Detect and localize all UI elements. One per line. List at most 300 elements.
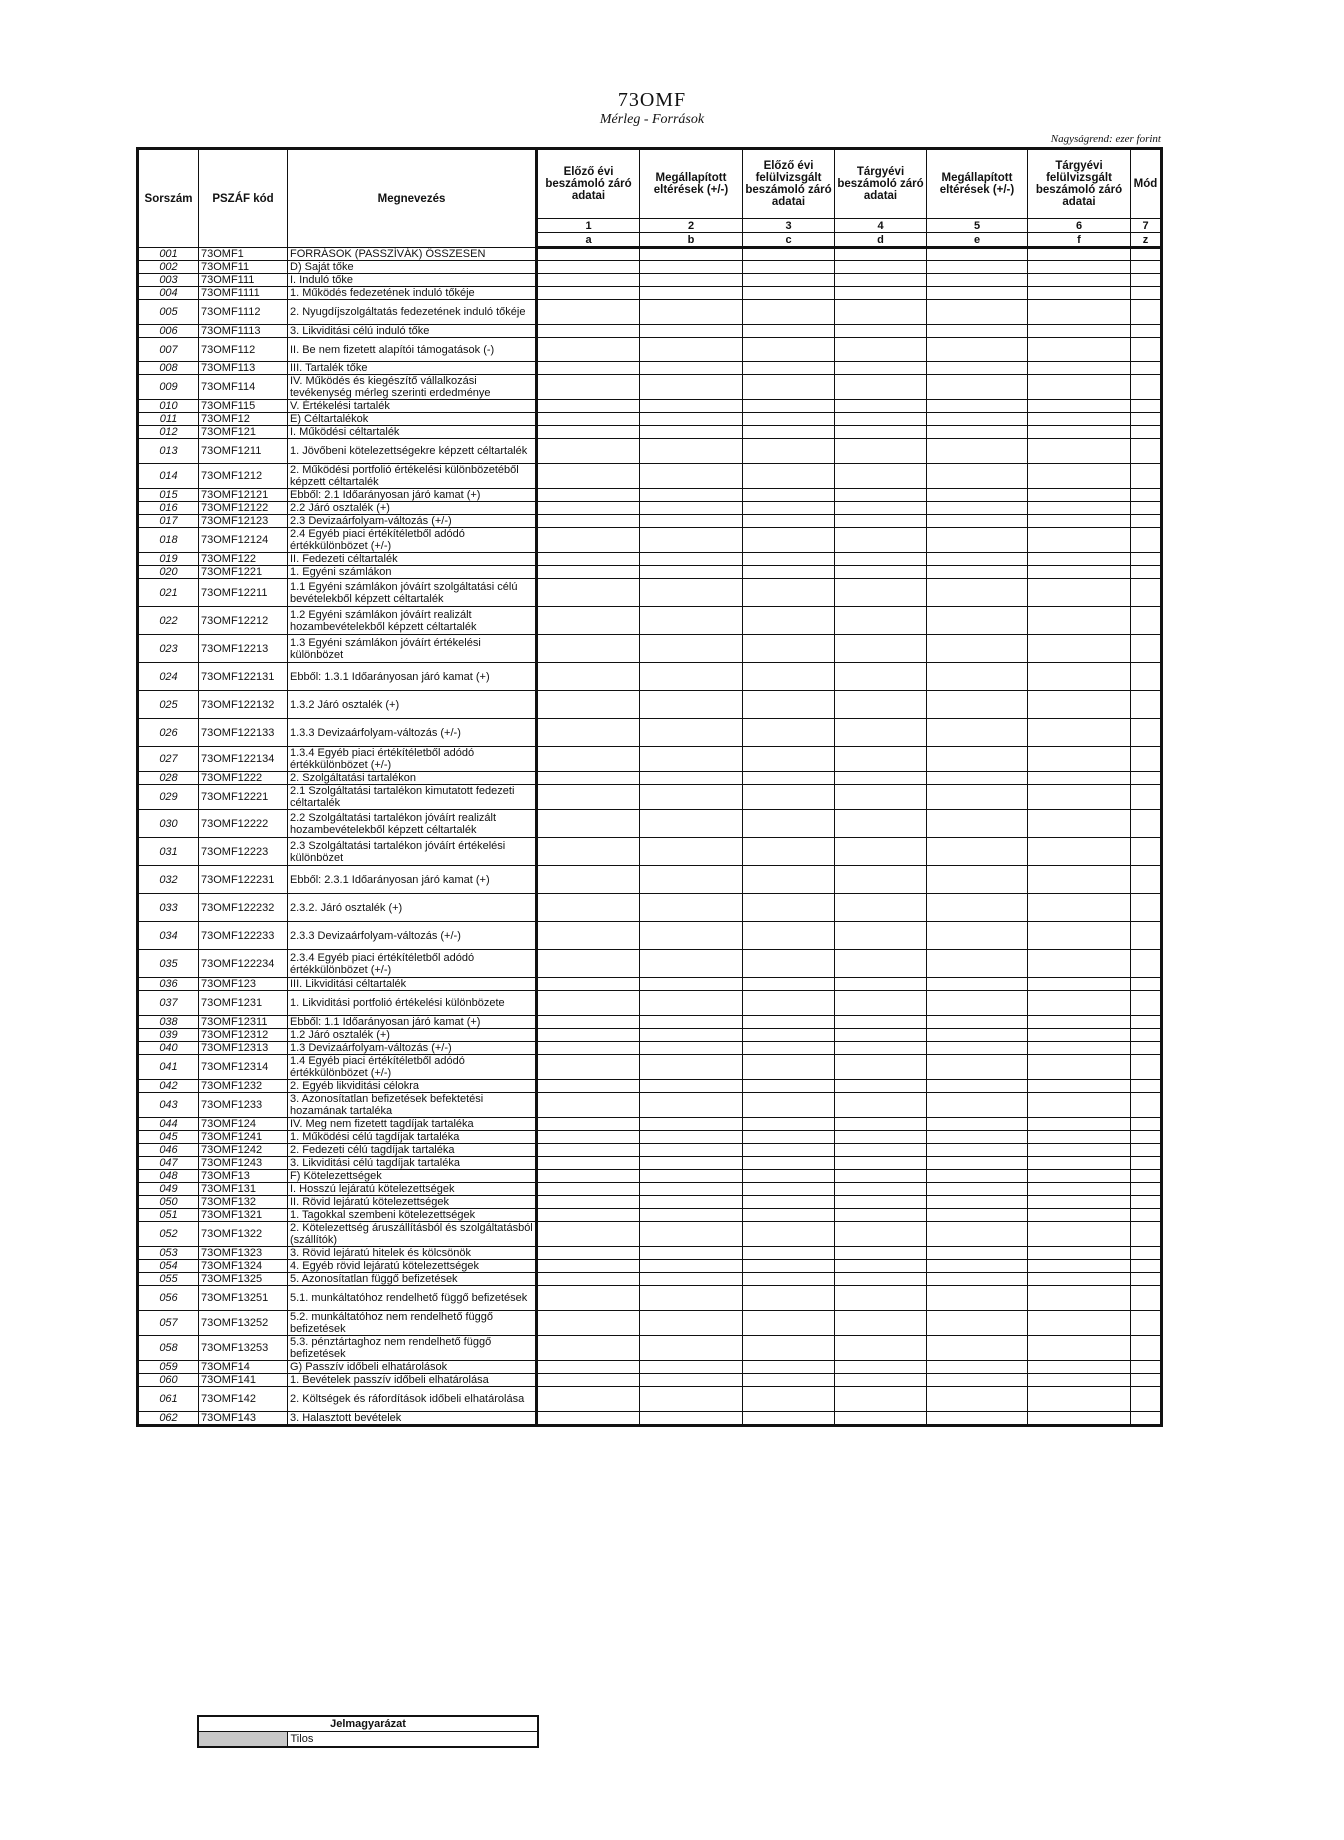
value-cell-6[interactable] — [1028, 991, 1131, 1016]
value-cell-3[interactable] — [743, 1093, 835, 1118]
value-cell-7[interactable] — [1131, 261, 1162, 274]
value-cell-5[interactable] — [927, 1336, 1028, 1361]
value-cell-7[interactable] — [1131, 810, 1162, 838]
value-cell-4[interactable] — [835, 1286, 927, 1311]
value-cell-6[interactable] — [1028, 375, 1131, 400]
value-cell-6[interactable] — [1028, 1209, 1131, 1222]
value-cell-7[interactable] — [1131, 772, 1162, 785]
value-cell-5[interactable] — [927, 838, 1028, 866]
value-cell-6[interactable] — [1028, 1222, 1131, 1247]
value-cell-5[interactable] — [927, 248, 1028, 261]
value-cell-1[interactable] — [537, 274, 640, 287]
value-cell-7[interactable] — [1131, 1144, 1162, 1157]
value-cell-7[interactable] — [1131, 838, 1162, 866]
value-cell-6[interactable] — [1028, 413, 1131, 426]
value-cell-7[interactable] — [1131, 1131, 1162, 1144]
value-cell-4[interactable] — [835, 338, 927, 362]
value-cell-3[interactable] — [743, 439, 835, 464]
value-cell-5[interactable] — [927, 1016, 1028, 1029]
value-cell-3[interactable] — [743, 1361, 835, 1374]
value-cell-5[interactable] — [927, 1286, 1028, 1311]
value-cell-4[interactable] — [835, 772, 927, 785]
value-cell-5[interactable] — [927, 950, 1028, 978]
value-cell-5[interactable] — [927, 1029, 1028, 1042]
value-cell-1[interactable] — [537, 300, 640, 325]
value-cell-3[interactable] — [743, 1055, 835, 1080]
value-cell-5[interactable] — [927, 579, 1028, 607]
value-cell-3[interactable] — [743, 300, 835, 325]
value-cell-1[interactable] — [537, 1131, 640, 1144]
value-cell-1[interactable] — [537, 1183, 640, 1196]
value-cell-7[interactable] — [1131, 413, 1162, 426]
value-cell-3[interactable] — [743, 747, 835, 772]
value-cell-7[interactable] — [1131, 978, 1162, 991]
value-cell-3[interactable] — [743, 922, 835, 950]
value-cell-2[interactable] — [640, 1016, 743, 1029]
value-cell-6[interactable] — [1028, 1093, 1131, 1118]
value-cell-4[interactable] — [835, 1374, 927, 1387]
value-cell-5[interactable] — [927, 1260, 1028, 1273]
value-cell-6[interactable] — [1028, 362, 1131, 375]
value-cell-6[interactable] — [1028, 1412, 1131, 1426]
value-cell-4[interactable] — [835, 400, 927, 413]
value-cell-3[interactable] — [743, 502, 835, 515]
value-cell-3[interactable] — [743, 566, 835, 579]
value-cell-2[interactable] — [640, 528, 743, 553]
value-cell-3[interactable] — [743, 1387, 835, 1412]
value-cell-3[interactable] — [743, 1222, 835, 1247]
value-cell-4[interactable] — [835, 1016, 927, 1029]
value-cell-7[interactable] — [1131, 1196, 1162, 1209]
value-cell-6[interactable] — [1028, 1144, 1131, 1157]
value-cell-5[interactable] — [927, 439, 1028, 464]
value-cell-5[interactable] — [927, 747, 1028, 772]
value-cell-2[interactable] — [640, 300, 743, 325]
value-cell-3[interactable] — [743, 1157, 835, 1170]
value-cell-1[interactable] — [537, 579, 640, 607]
value-cell-7[interactable] — [1131, 785, 1162, 810]
value-cell-6[interactable] — [1028, 502, 1131, 515]
value-cell-6[interactable] — [1028, 338, 1131, 362]
value-cell-6[interactable] — [1028, 838, 1131, 866]
value-cell-2[interactable] — [640, 1336, 743, 1361]
value-cell-2[interactable] — [640, 1311, 743, 1336]
value-cell-3[interactable] — [743, 426, 835, 439]
value-cell-7[interactable] — [1131, 719, 1162, 747]
value-cell-1[interactable] — [537, 566, 640, 579]
value-cell-5[interactable] — [927, 1361, 1028, 1374]
value-cell-1[interactable] — [537, 607, 640, 635]
value-cell-3[interactable] — [743, 894, 835, 922]
value-cell-6[interactable] — [1028, 248, 1131, 261]
value-cell-7[interactable] — [1131, 1209, 1162, 1222]
value-cell-2[interactable] — [640, 691, 743, 719]
value-cell-6[interactable] — [1028, 579, 1131, 607]
value-cell-6[interactable] — [1028, 1374, 1131, 1387]
value-cell-7[interactable] — [1131, 663, 1162, 691]
value-cell-7[interactable] — [1131, 1374, 1162, 1387]
value-cell-7[interactable] — [1131, 566, 1162, 579]
value-cell-7[interactable] — [1131, 325, 1162, 338]
value-cell-5[interactable] — [927, 635, 1028, 663]
value-cell-5[interactable] — [927, 261, 1028, 274]
value-cell-6[interactable] — [1028, 400, 1131, 413]
value-cell-5[interactable] — [927, 426, 1028, 439]
value-cell-4[interactable] — [835, 719, 927, 747]
value-cell-4[interactable] — [835, 362, 927, 375]
value-cell-2[interactable] — [640, 579, 743, 607]
value-cell-6[interactable] — [1028, 261, 1131, 274]
value-cell-1[interactable] — [537, 838, 640, 866]
value-cell-7[interactable] — [1131, 1387, 1162, 1412]
value-cell-1[interactable] — [537, 1286, 640, 1311]
value-cell-4[interactable] — [835, 991, 927, 1016]
value-cell-2[interactable] — [640, 566, 743, 579]
value-cell-6[interactable] — [1028, 1042, 1131, 1055]
value-cell-4[interactable] — [835, 261, 927, 274]
value-cell-2[interactable] — [640, 439, 743, 464]
value-cell-5[interactable] — [927, 1093, 1028, 1118]
value-cell-4[interactable] — [835, 1387, 927, 1412]
value-cell-5[interactable] — [927, 1118, 1028, 1131]
value-cell-1[interactable] — [537, 810, 640, 838]
value-cell-4[interactable] — [835, 1093, 927, 1118]
value-cell-2[interactable] — [640, 1170, 743, 1183]
value-cell-4[interactable] — [835, 635, 927, 663]
value-cell-1[interactable] — [537, 1093, 640, 1118]
value-cell-4[interactable] — [835, 1260, 927, 1273]
value-cell-3[interactable] — [743, 579, 835, 607]
value-cell-4[interactable] — [835, 663, 927, 691]
value-cell-3[interactable] — [743, 489, 835, 502]
value-cell-5[interactable] — [927, 338, 1028, 362]
value-cell-6[interactable] — [1028, 287, 1131, 300]
value-cell-2[interactable] — [640, 1412, 743, 1426]
value-cell-3[interactable] — [743, 528, 835, 553]
value-cell-7[interactable] — [1131, 1183, 1162, 1196]
value-cell-5[interactable] — [927, 663, 1028, 691]
value-cell-1[interactable] — [537, 1209, 640, 1222]
value-cell-4[interactable] — [835, 1361, 927, 1374]
value-cell-1[interactable] — [537, 489, 640, 502]
value-cell-4[interactable] — [835, 1131, 927, 1144]
value-cell-6[interactable] — [1028, 1157, 1131, 1170]
value-cell-5[interactable] — [927, 274, 1028, 287]
value-cell-3[interactable] — [743, 978, 835, 991]
value-cell-3[interactable] — [743, 413, 835, 426]
value-cell-4[interactable] — [835, 1157, 927, 1170]
value-cell-7[interactable] — [1131, 248, 1162, 261]
value-cell-2[interactable] — [640, 866, 743, 894]
value-cell-5[interactable] — [927, 1311, 1028, 1336]
value-cell-7[interactable] — [1131, 528, 1162, 553]
value-cell-7[interactable] — [1131, 502, 1162, 515]
value-cell-7[interactable] — [1131, 1042, 1162, 1055]
value-cell-7[interactable] — [1131, 635, 1162, 663]
value-cell-7[interactable] — [1131, 747, 1162, 772]
value-cell-4[interactable] — [835, 464, 927, 489]
value-cell-6[interactable] — [1028, 691, 1131, 719]
value-cell-5[interactable] — [927, 866, 1028, 894]
value-cell-7[interactable] — [1131, 1080, 1162, 1093]
value-cell-2[interactable] — [640, 362, 743, 375]
value-cell-3[interactable] — [743, 1412, 835, 1426]
value-cell-7[interactable] — [1131, 1016, 1162, 1029]
value-cell-1[interactable] — [537, 1336, 640, 1361]
value-cell-5[interactable] — [927, 978, 1028, 991]
value-cell-4[interactable] — [835, 1247, 927, 1260]
value-cell-1[interactable] — [537, 362, 640, 375]
value-cell-5[interactable] — [927, 772, 1028, 785]
value-cell-6[interactable] — [1028, 1361, 1131, 1374]
value-cell-3[interactable] — [743, 1029, 835, 1042]
value-cell-5[interactable] — [927, 785, 1028, 810]
value-cell-1[interactable] — [537, 1055, 640, 1080]
value-cell-3[interactable] — [743, 274, 835, 287]
value-cell-5[interactable] — [927, 991, 1028, 1016]
value-cell-6[interactable] — [1028, 663, 1131, 691]
value-cell-1[interactable] — [537, 1311, 640, 1336]
value-cell-1[interactable] — [537, 922, 640, 950]
value-cell-5[interactable] — [927, 489, 1028, 502]
value-cell-6[interactable] — [1028, 553, 1131, 566]
value-cell-2[interactable] — [640, 1387, 743, 1412]
value-cell-2[interactable] — [640, 274, 743, 287]
value-cell-2[interactable] — [640, 375, 743, 400]
value-cell-4[interactable] — [835, 300, 927, 325]
value-cell-1[interactable] — [537, 772, 640, 785]
value-cell-4[interactable] — [835, 579, 927, 607]
value-cell-6[interactable] — [1028, 1260, 1131, 1273]
value-cell-1[interactable] — [537, 1374, 640, 1387]
value-cell-4[interactable] — [835, 691, 927, 719]
value-cell-1[interactable] — [537, 261, 640, 274]
value-cell-6[interactable] — [1028, 1170, 1131, 1183]
value-cell-7[interactable] — [1131, 426, 1162, 439]
value-cell-1[interactable] — [537, 1412, 640, 1426]
value-cell-6[interactable] — [1028, 464, 1131, 489]
value-cell-3[interactable] — [743, 1080, 835, 1093]
value-cell-4[interactable] — [835, 1042, 927, 1055]
value-cell-1[interactable] — [537, 866, 640, 894]
value-cell-3[interactable] — [743, 1196, 835, 1209]
value-cell-6[interactable] — [1028, 1131, 1131, 1144]
value-cell-2[interactable] — [640, 1209, 743, 1222]
value-cell-4[interactable] — [835, 1222, 927, 1247]
value-cell-2[interactable] — [640, 950, 743, 978]
value-cell-1[interactable] — [537, 439, 640, 464]
value-cell-5[interactable] — [927, 1183, 1028, 1196]
value-cell-4[interactable] — [835, 950, 927, 978]
value-cell-7[interactable] — [1131, 1118, 1162, 1131]
value-cell-2[interactable] — [640, 894, 743, 922]
value-cell-1[interactable] — [537, 785, 640, 810]
value-cell-6[interactable] — [1028, 325, 1131, 338]
value-cell-3[interactable] — [743, 1260, 835, 1273]
value-cell-2[interactable] — [640, 553, 743, 566]
value-cell-3[interactable] — [743, 1042, 835, 1055]
value-cell-4[interactable] — [835, 489, 927, 502]
value-cell-3[interactable] — [743, 287, 835, 300]
value-cell-6[interactable] — [1028, 1286, 1131, 1311]
value-cell-5[interactable] — [927, 1170, 1028, 1183]
value-cell-2[interactable] — [640, 978, 743, 991]
value-cell-4[interactable] — [835, 325, 927, 338]
value-cell-2[interactable] — [640, 464, 743, 489]
value-cell-2[interactable] — [640, 772, 743, 785]
value-cell-3[interactable] — [743, 838, 835, 866]
value-cell-5[interactable] — [927, 515, 1028, 528]
value-cell-2[interactable] — [640, 785, 743, 810]
value-cell-3[interactable] — [743, 607, 835, 635]
value-cell-1[interactable] — [537, 1118, 640, 1131]
value-cell-4[interactable] — [835, 747, 927, 772]
value-cell-4[interactable] — [835, 287, 927, 300]
value-cell-4[interactable] — [835, 607, 927, 635]
value-cell-5[interactable] — [927, 325, 1028, 338]
value-cell-3[interactable] — [743, 785, 835, 810]
value-cell-4[interactable] — [835, 894, 927, 922]
value-cell-4[interactable] — [835, 426, 927, 439]
value-cell-7[interactable] — [1131, 464, 1162, 489]
value-cell-5[interactable] — [927, 1209, 1028, 1222]
value-cell-2[interactable] — [640, 1196, 743, 1209]
value-cell-1[interactable] — [537, 553, 640, 566]
value-cell-6[interactable] — [1028, 607, 1131, 635]
value-cell-3[interactable] — [743, 375, 835, 400]
value-cell-2[interactable] — [640, 991, 743, 1016]
value-cell-2[interactable] — [640, 1286, 743, 1311]
value-cell-7[interactable] — [1131, 607, 1162, 635]
value-cell-2[interactable] — [640, 248, 743, 261]
value-cell-1[interactable] — [537, 1080, 640, 1093]
value-cell-3[interactable] — [743, 1247, 835, 1260]
value-cell-2[interactable] — [640, 635, 743, 663]
value-cell-7[interactable] — [1131, 866, 1162, 894]
value-cell-7[interactable] — [1131, 922, 1162, 950]
value-cell-5[interactable] — [927, 362, 1028, 375]
value-cell-5[interactable] — [927, 1144, 1028, 1157]
value-cell-3[interactable] — [743, 950, 835, 978]
value-cell-6[interactable] — [1028, 515, 1131, 528]
value-cell-7[interactable] — [1131, 338, 1162, 362]
value-cell-4[interactable] — [835, 838, 927, 866]
value-cell-5[interactable] — [927, 413, 1028, 426]
value-cell-7[interactable] — [1131, 894, 1162, 922]
value-cell-3[interactable] — [743, 248, 835, 261]
value-cell-4[interactable] — [835, 866, 927, 894]
value-cell-5[interactable] — [927, 719, 1028, 747]
value-cell-6[interactable] — [1028, 1311, 1131, 1336]
value-cell-2[interactable] — [640, 325, 743, 338]
value-cell-5[interactable] — [927, 894, 1028, 922]
value-cell-7[interactable] — [1131, 1029, 1162, 1042]
value-cell-6[interactable] — [1028, 950, 1131, 978]
value-cell-2[interactable] — [640, 1144, 743, 1157]
value-cell-5[interactable] — [927, 607, 1028, 635]
value-cell-5[interactable] — [927, 1387, 1028, 1412]
value-cell-3[interactable] — [743, 1286, 835, 1311]
value-cell-6[interactable] — [1028, 1247, 1131, 1260]
value-cell-3[interactable] — [743, 635, 835, 663]
value-cell-3[interactable] — [743, 261, 835, 274]
value-cell-7[interactable] — [1131, 1311, 1162, 1336]
value-cell-4[interactable] — [835, 515, 927, 528]
value-cell-6[interactable] — [1028, 426, 1131, 439]
value-cell-3[interactable] — [743, 691, 835, 719]
value-cell-2[interactable] — [640, 1157, 743, 1170]
value-cell-7[interactable] — [1131, 1170, 1162, 1183]
value-cell-3[interactable] — [743, 991, 835, 1016]
value-cell-6[interactable] — [1028, 978, 1131, 991]
value-cell-2[interactable] — [640, 287, 743, 300]
value-cell-4[interactable] — [835, 439, 927, 464]
value-cell-6[interactable] — [1028, 1016, 1131, 1029]
value-cell-1[interactable] — [537, 978, 640, 991]
value-cell-3[interactable] — [743, 338, 835, 362]
value-cell-7[interactable] — [1131, 287, 1162, 300]
value-cell-5[interactable] — [927, 1080, 1028, 1093]
value-cell-2[interactable] — [640, 1361, 743, 1374]
value-cell-7[interactable] — [1131, 1247, 1162, 1260]
value-cell-6[interactable] — [1028, 566, 1131, 579]
value-cell-6[interactable] — [1028, 1387, 1131, 1412]
value-cell-6[interactable] — [1028, 1055, 1131, 1080]
value-cell-5[interactable] — [927, 528, 1028, 553]
value-cell-4[interactable] — [835, 1196, 927, 1209]
value-cell-3[interactable] — [743, 362, 835, 375]
value-cell-3[interactable] — [743, 1374, 835, 1387]
value-cell-3[interactable] — [743, 1311, 835, 1336]
value-cell-6[interactable] — [1028, 274, 1131, 287]
value-cell-6[interactable] — [1028, 922, 1131, 950]
value-cell-1[interactable] — [537, 338, 640, 362]
value-cell-6[interactable] — [1028, 1183, 1131, 1196]
value-cell-7[interactable] — [1131, 1222, 1162, 1247]
value-cell-5[interactable] — [927, 464, 1028, 489]
value-cell-6[interactable] — [1028, 1029, 1131, 1042]
value-cell-1[interactable] — [537, 950, 640, 978]
value-cell-2[interactable] — [640, 1131, 743, 1144]
value-cell-2[interactable] — [640, 1080, 743, 1093]
value-cell-6[interactable] — [1028, 489, 1131, 502]
value-cell-7[interactable] — [1131, 1093, 1162, 1118]
value-cell-6[interactable] — [1028, 1336, 1131, 1361]
value-cell-2[interactable] — [640, 607, 743, 635]
value-cell-6[interactable] — [1028, 1080, 1131, 1093]
value-cell-6[interactable] — [1028, 1118, 1131, 1131]
value-cell-4[interactable] — [835, 1336, 927, 1361]
value-cell-3[interactable] — [743, 772, 835, 785]
value-cell-2[interactable] — [640, 1273, 743, 1286]
value-cell-4[interactable] — [835, 810, 927, 838]
value-cell-4[interactable] — [835, 566, 927, 579]
value-cell-5[interactable] — [927, 287, 1028, 300]
value-cell-1[interactable] — [537, 635, 640, 663]
value-cell-4[interactable] — [835, 1029, 927, 1042]
value-cell-2[interactable] — [640, 1247, 743, 1260]
value-cell-4[interactable] — [835, 1144, 927, 1157]
value-cell-1[interactable] — [537, 287, 640, 300]
value-cell-2[interactable] — [640, 426, 743, 439]
value-cell-3[interactable] — [743, 719, 835, 747]
value-cell-6[interactable] — [1028, 528, 1131, 553]
value-cell-1[interactable] — [537, 400, 640, 413]
value-cell-4[interactable] — [835, 528, 927, 553]
value-cell-7[interactable] — [1131, 375, 1162, 400]
value-cell-6[interactable] — [1028, 866, 1131, 894]
value-cell-5[interactable] — [927, 502, 1028, 515]
